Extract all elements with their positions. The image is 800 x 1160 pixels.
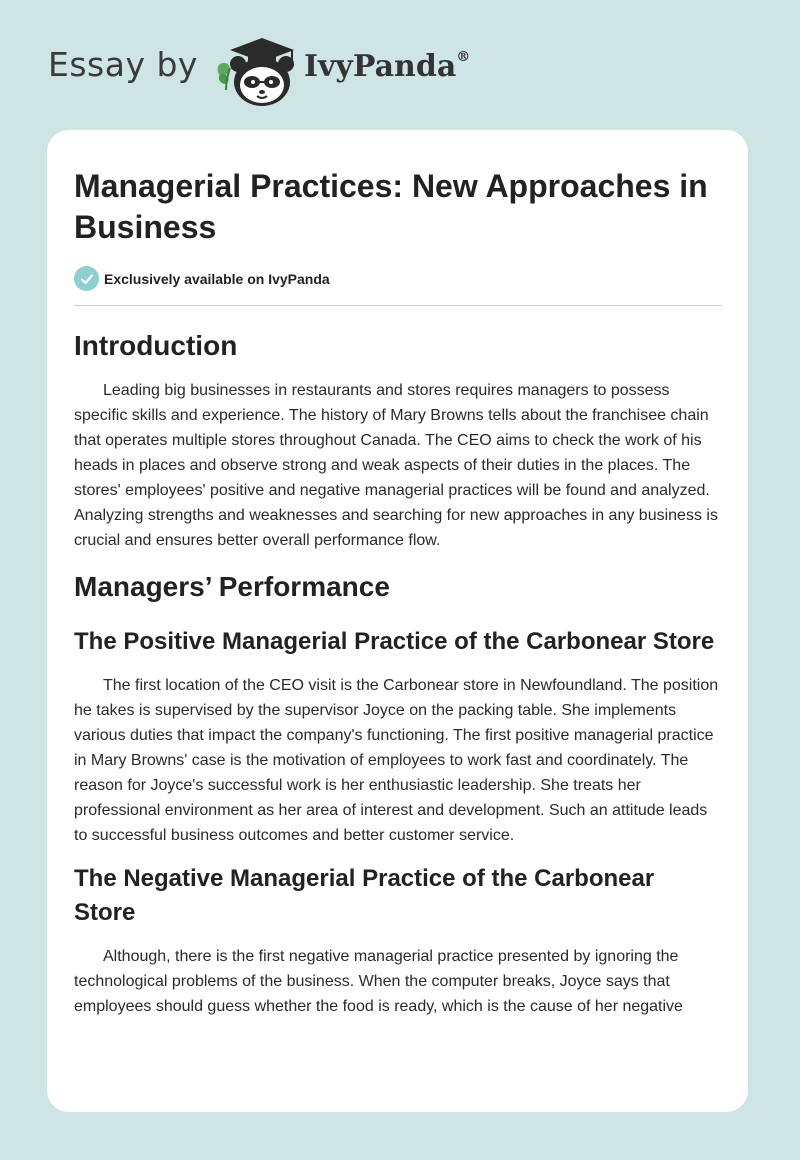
brand-name[interactable]	[304, 49, 470, 84]
exclusive-badge	[74, 266, 722, 306]
introduction-paragraph: Leading big businesses in restaurants and stores requires managers to possess specific skills and experience. The history of Mary Browns tells about the franchisee chain that operates multiple stores throughout Canada. The CEO aims to check the work of his heads in places and observe strong and weak aspects of their duties in the places. The stores' employees' positive and negative managerial practices will be found and analyzed. Analyzing strengths and weaknesses and searching for new approaches in any business is crucial and ensures better overall performance flow.	[74, 382, 718, 549]
site-header	[48, 30, 470, 110]
subsection-heading-negative-practice: The Negative Managerial Practice of the Carbonear Store	[74, 865, 655, 926]
checkmark-icon	[74, 266, 99, 291]
exclusive-label: Exclusively available on IvyPanda	[104, 270, 330, 287]
positive-practice-paragraph: The first location of the CEO visit is the Carbonear store in Newfoundland. The position he takes is supervised by the supervisor Joyce on the packing table. She implements various duties that impact the company's functioning. The first positive managerial practice in Mary Browns' case is the motivation of employees to work fast and coordinately. The reason for Joyce's successful work is her enthusiastic leadership. She treats her professional environment as her area of interest and development. Such an attitude leads to successful business outcomes and better customer service.	[74, 677, 719, 844]
section-heading-managers-performance: Managers’ Performance	[74, 571, 390, 602]
brand-prefix: Essay by	[48, 44, 198, 84]
registered-mark: ®	[456, 48, 471, 65]
brand-name-text: IvyPanda	[303, 48, 457, 84]
negative-practice-paragraph: Although, there is the first negative managerial practice presented by ignoring the technological problems of the business. When the computer breaks, Joyce says that employees should guess whether the food is ready, which is the cause of her negative	[74, 948, 683, 1015]
subsection-heading-positive-practice: The Positive Managerial Practice of the Carbonear Store	[74, 628, 715, 655]
article-title: Managerial Practices: New Approaches in Business	[74, 168, 708, 245]
panda-graduate-icon[interactable]	[212, 30, 302, 110]
section-heading-introduction: Introduction	[74, 330, 238, 361]
article-card	[47, 130, 748, 1112]
